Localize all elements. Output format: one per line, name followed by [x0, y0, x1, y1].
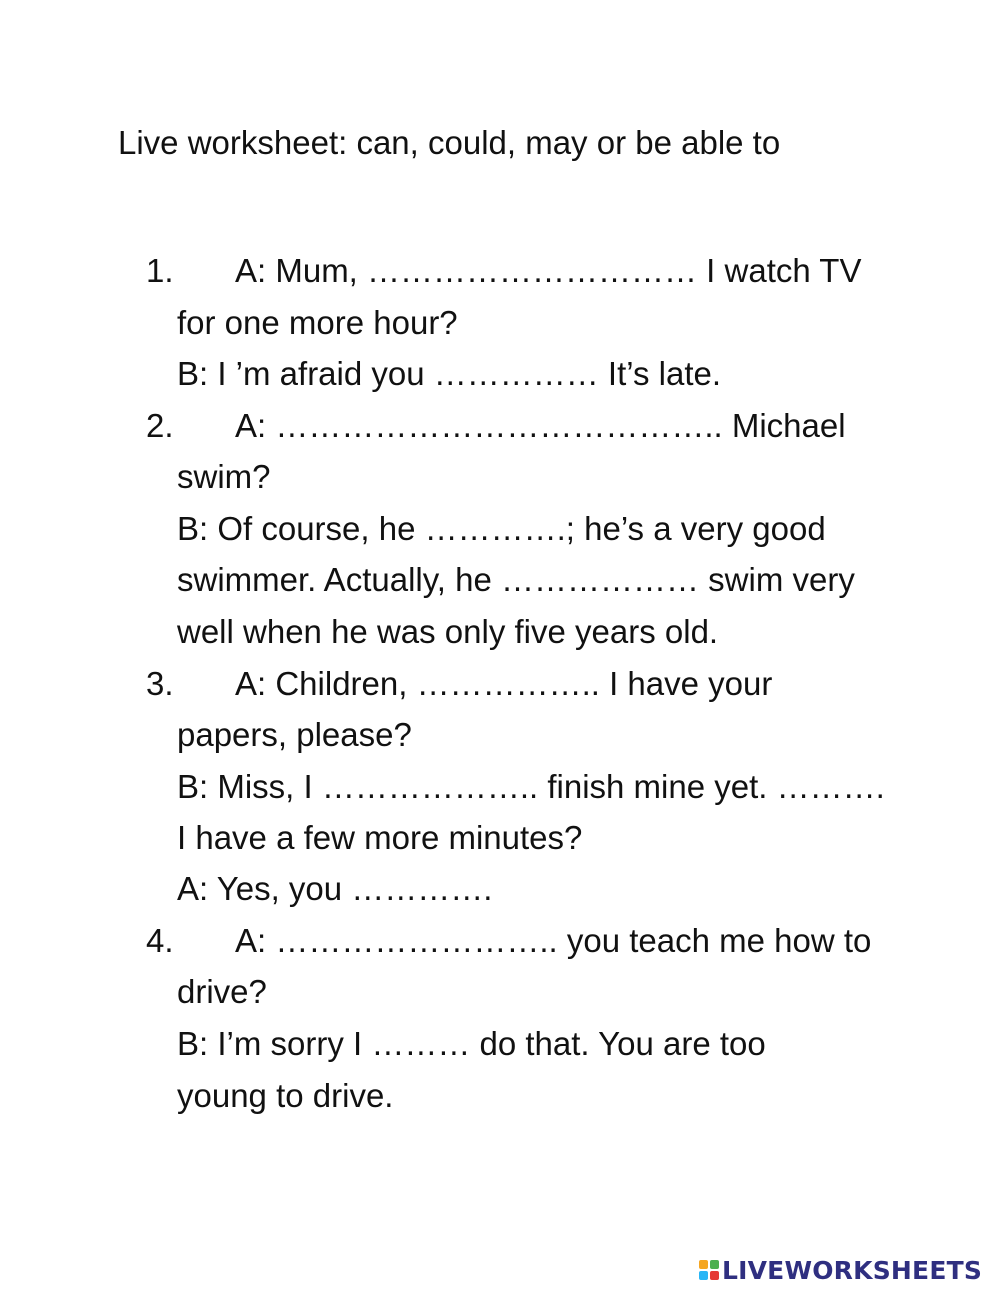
item-3-line-2: papers, please?	[177, 716, 412, 753]
item-3-line-3: B: Miss, I ……………….. finish mine yet. ……….	[177, 768, 885, 805]
item-1-line-2: for one more hour?	[177, 304, 458, 341]
item-1-line-3: B: I ’m afraid you …………… It’s late.	[177, 355, 722, 392]
item-2-number: 2.	[146, 407, 174, 444]
item-4-line-2: drive?	[177, 973, 267, 1010]
item-3-line-4: I have a few more minutes?	[177, 819, 583, 856]
item-2-line-1: A: ………………………………….. Michael	[235, 407, 846, 444]
item-3-number: 3.	[146, 665, 174, 702]
item-4-line-4: young to drive.	[177, 1077, 394, 1114]
item-4-number: 4.	[146, 922, 174, 959]
item-2-line-2: swim?	[177, 458, 271, 495]
worksheet-title: Live worksheet: can, could, may or be able to	[118, 124, 781, 161]
item-3-line-1: A: Children, …………….. I have your	[235, 665, 773, 702]
logo-text: LIVEWORKSHEETS	[722, 1255, 983, 1285]
item-4-line-1: A: …………………….. you teach me how to	[235, 922, 872, 959]
item-2-line-5: well when he was only five years old.	[177, 613, 719, 650]
item-4-line-3: B: I’m sorry I ……… do that. You are too	[177, 1025, 766, 1062]
item-2-line-3: B: Of course, he ………….; he’s a very good	[177, 510, 826, 547]
liveworksheets-logo	[699, 1257, 982, 1283]
item-3-line-5: A: Yes, you ………….	[177, 870, 493, 907]
logo-blocks-icon	[699, 1260, 719, 1280]
item-1-number: 1.	[146, 252, 174, 289]
item-2-line-4: swimmer. Actually, he ……………… swim very	[177, 561, 855, 598]
item-1-line-1: A: Mum, ………………………… I watch TV	[235, 252, 862, 289]
